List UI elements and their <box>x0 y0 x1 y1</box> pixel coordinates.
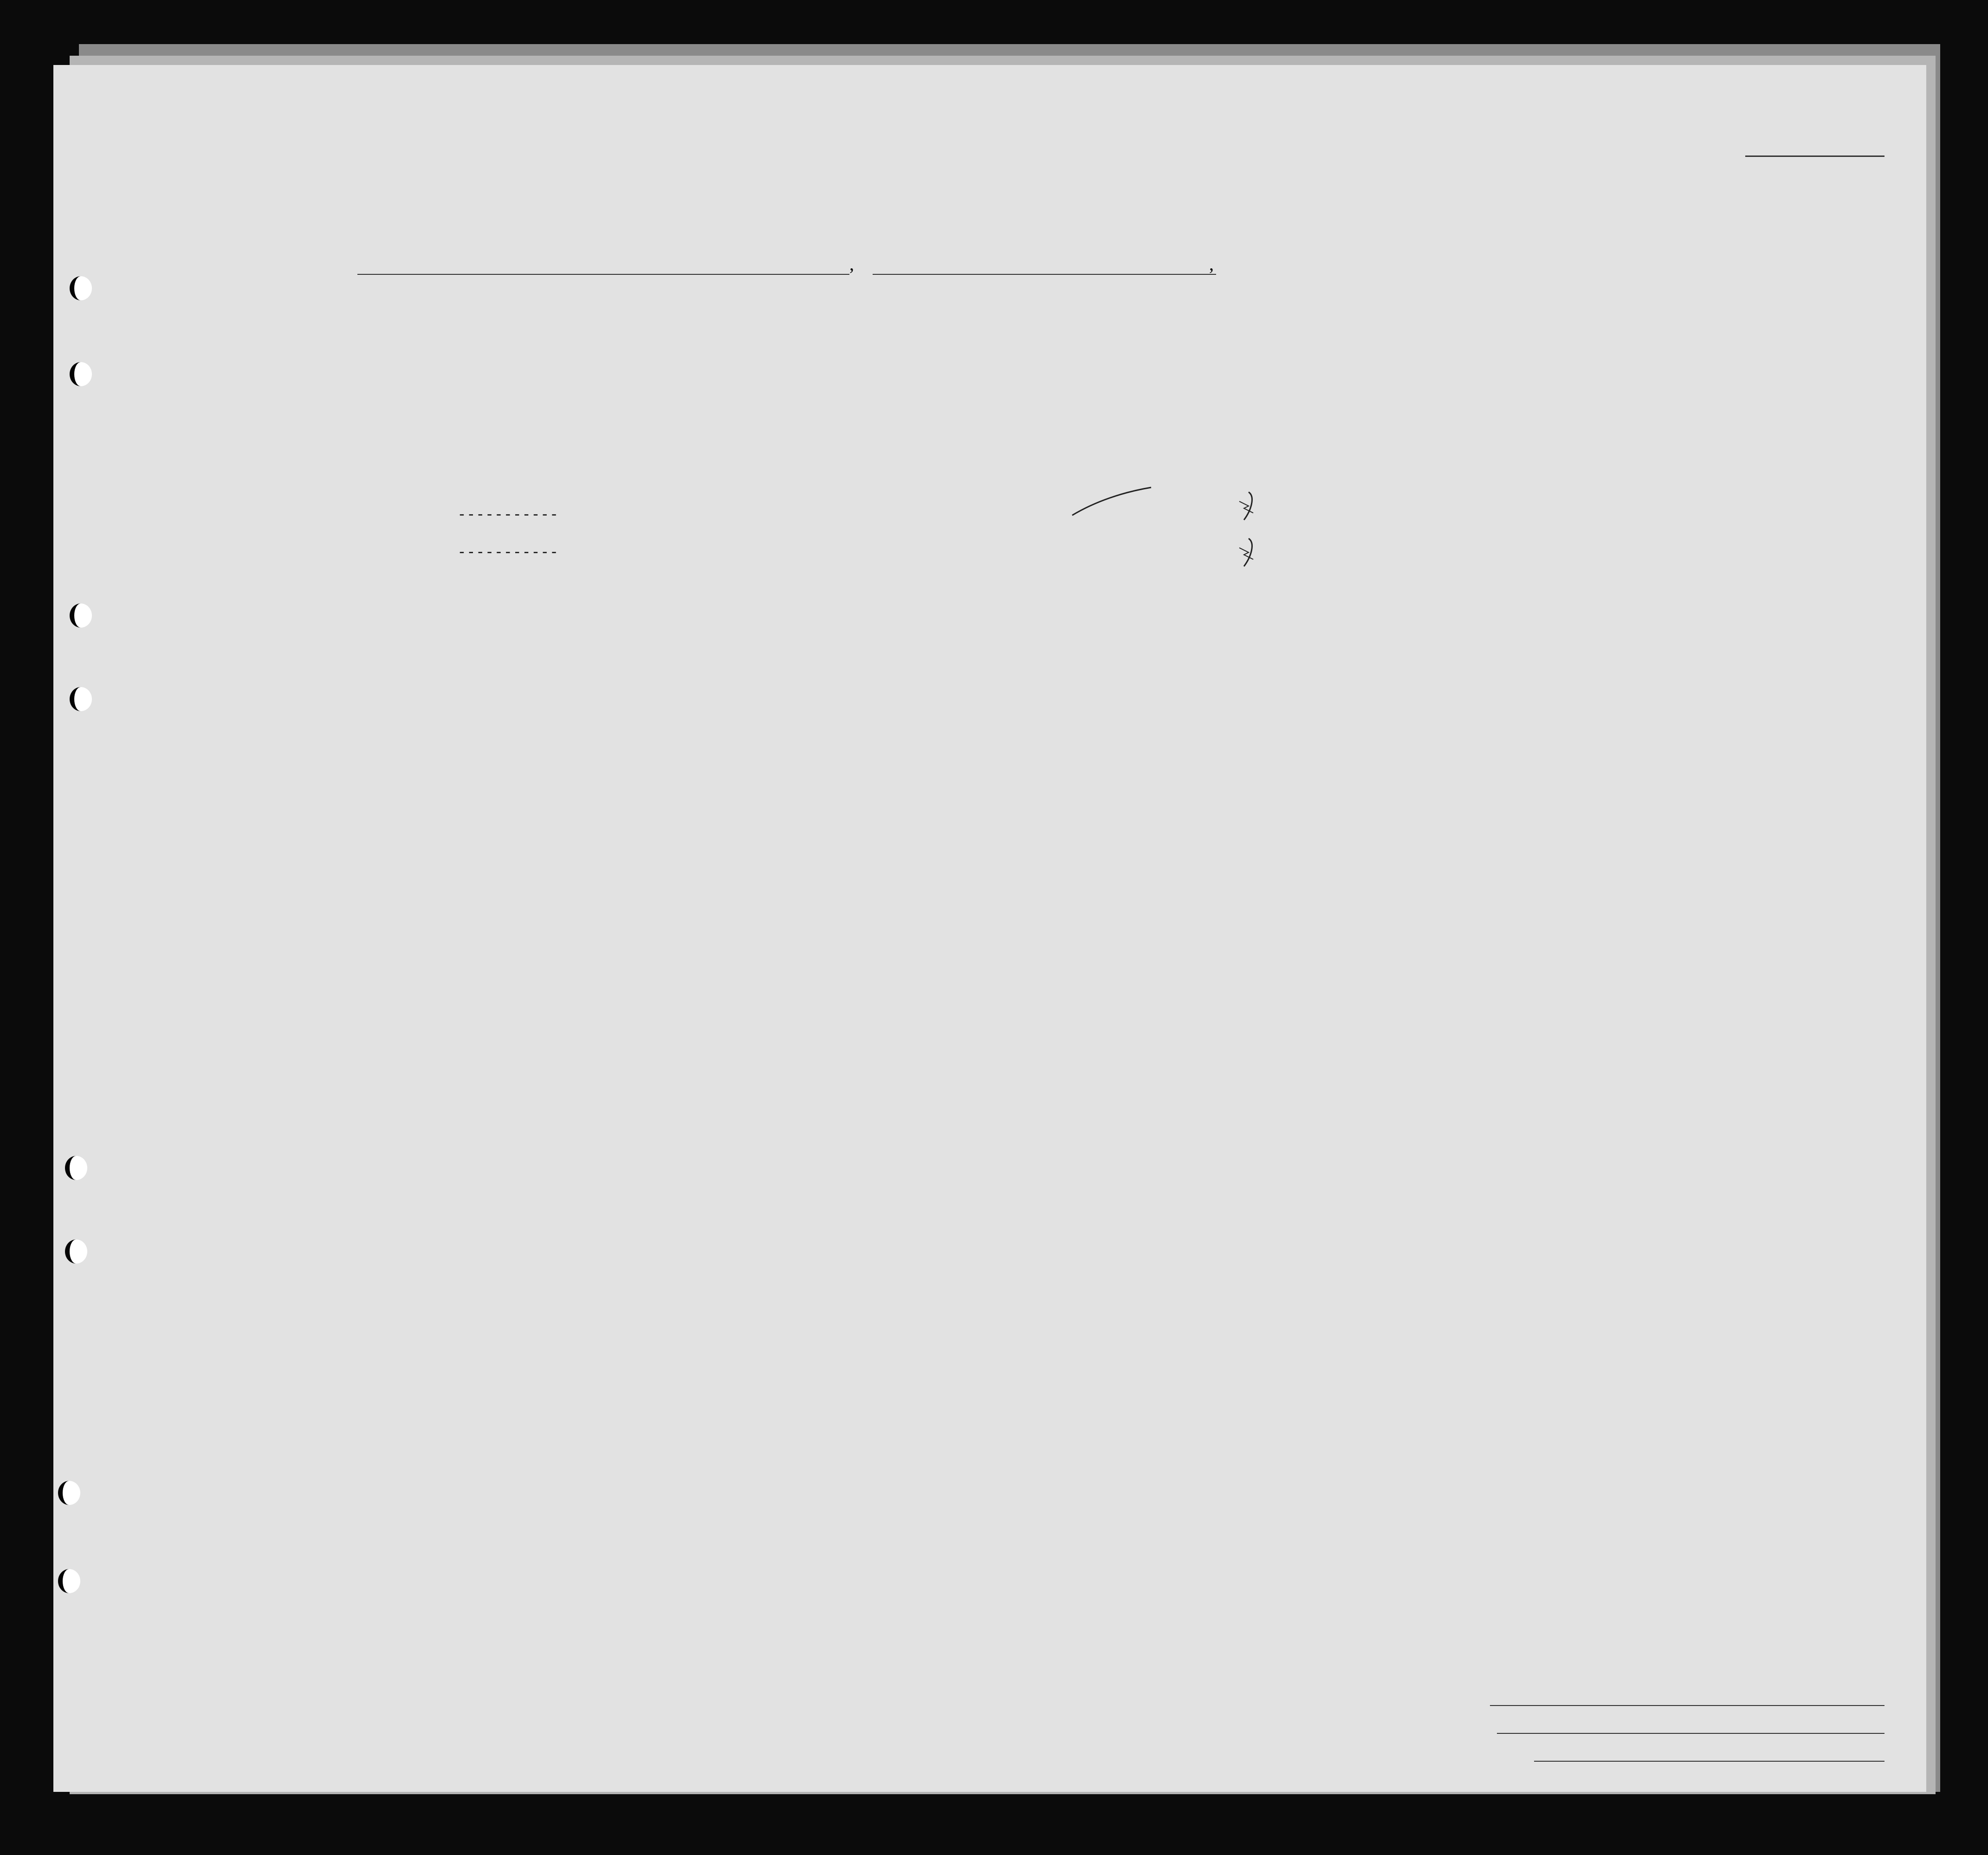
header-c27 <box>1324 355 1342 462</box>
comma: , <box>849 253 854 274</box>
header-c24-c <box>1217 359 1244 466</box>
comma2: , <box>1209 253 1214 274</box>
header-c21 <box>689 337 712 476</box>
header-c24-a <box>1139 362 1170 468</box>
header-c31 <box>1463 355 1482 462</box>
header-c34-inches <box>1629 427 1638 460</box>
header-c28 <box>1351 348 1388 469</box>
header-c19 <box>576 337 599 476</box>
header-c26 <box>1297 355 1316 462</box>
handwritten-marks <box>1068 483 1300 603</box>
owners-underline <box>1497 1733 1884 1734</box>
header-c25 <box>1260 344 1289 465</box>
agents-underline <box>1534 1761 1884 1762</box>
header-c34-feet <box>1604 429 1613 457</box>
entry-1-dest-dash: ----------- <box>457 505 559 523</box>
header-c30 <box>1437 355 1455 462</box>
header-c24-b <box>1179 359 1205 466</box>
line-underline <box>1490 1705 1884 1706</box>
entry-2-dest-dash: ----------- <box>457 542 559 560</box>
header-c29 <box>1402 346 1434 467</box>
